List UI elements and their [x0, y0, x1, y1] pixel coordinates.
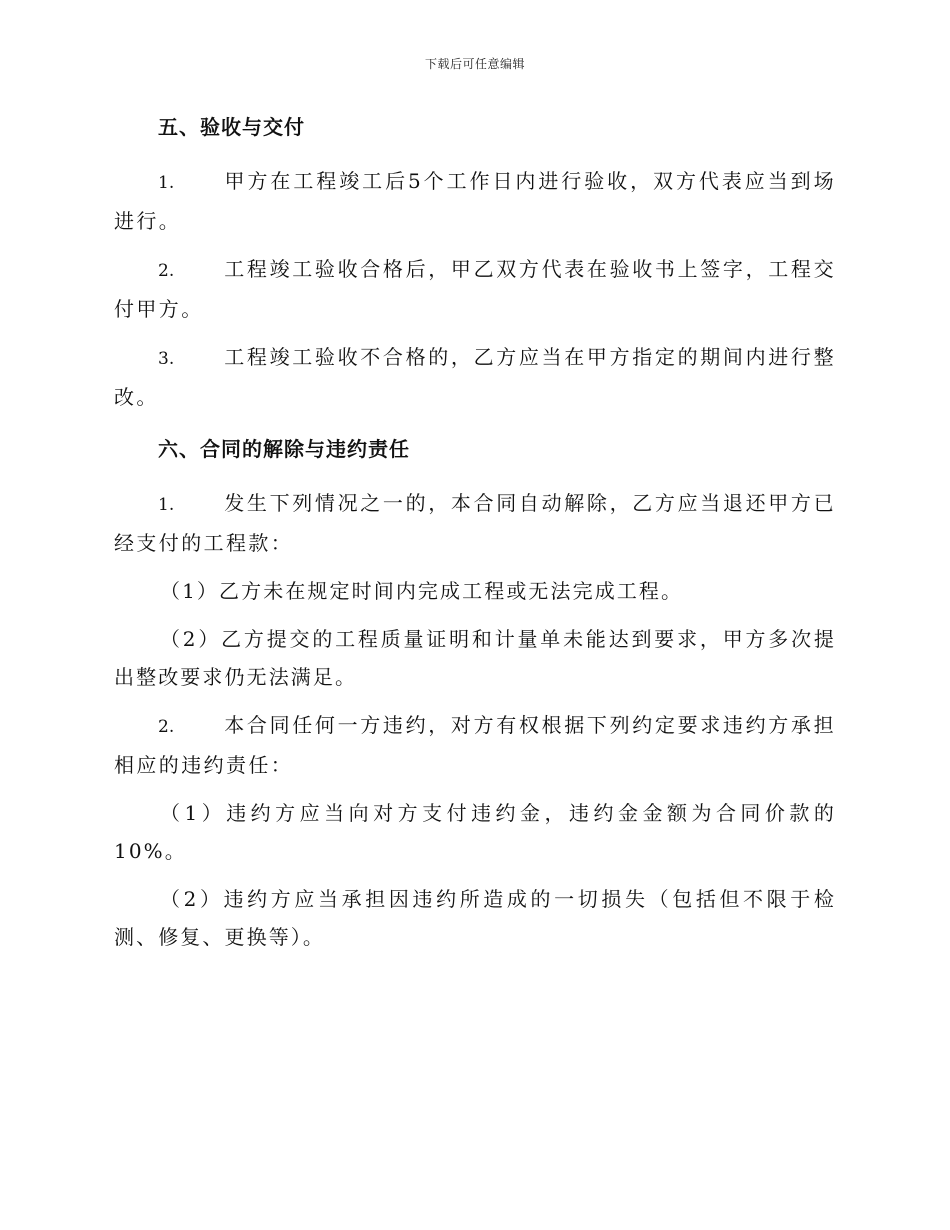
item-number: 3. — [158, 349, 175, 369]
section-6-item-1-sub-2: （2）乙方提交的工程质量证明和计量单未能达到要求，甲方多次提出整改要求仍无法满足。 — [114, 627, 836, 689]
section-6-item-2 — [114, 706, 836, 784]
section-6-heading: 六、合同的解除与违约责任 — [158, 437, 410, 461]
item-number: 2. — [158, 261, 175, 281]
document-body — [114, 112, 836, 966]
section-5-item-1 — [114, 162, 836, 240]
header-note: 下载后可任意编辑 — [424, 57, 525, 71]
item-text: 工程竣工验收合格后，甲乙双方代表在验收书上签字，工程交付甲方。 — [114, 257, 836, 321]
section-6-item-1-sub-1: （1）乙方未在规定时间内完成工程或无法完成工程。 — [160, 579, 684, 603]
section-5-heading: 五、验收与交付 — [158, 115, 305, 139]
item-number: 2. — [158, 717, 175, 737]
section-6-item-1 — [114, 484, 836, 562]
item-text: 本合同任何一方违约，对方有权根据下列约定要求违约方承担相应的违约责任： — [114, 713, 836, 777]
item-text: 工程竣工验收不合格的，乙方应当在甲方指定的期间内进行整改。 — [114, 345, 836, 409]
item-number: 1. — [158, 173, 175, 193]
item-number: 1. — [158, 495, 175, 515]
section-6-item-2-sub-1: （1）违约方应当向对方支付违约金，违约金金额为合同价款的10%。 — [114, 801, 836, 863]
section-6-item-2-sub-2: （2）违约方应当承担因违约所造成的一切损失（包括但不限于检测、修复、更换等）。 — [114, 887, 836, 949]
section-5-item-3 — [114, 338, 836, 416]
item-text: 甲方在工程竣工后5个工作日内进行验收，双方代表应当到场进行。 — [114, 169, 836, 233]
section-5-item-2 — [114, 250, 836, 328]
item-text: 发生下列情况之一的，本合同自动解除，乙方应当退还甲方已经支付的工程款： — [114, 491, 836, 555]
